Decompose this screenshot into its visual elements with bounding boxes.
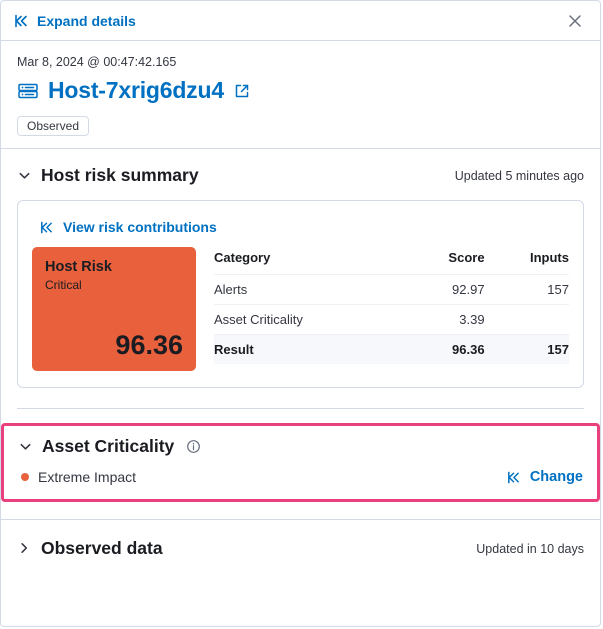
asset-criticality-value <box>21 469 136 485</box>
cell-inputs: 157 <box>485 335 569 365</box>
table-row <box>214 305 569 335</box>
host-risk-card-score: 96.36 <box>115 330 183 360</box>
section-divider <box>17 408 584 409</box>
collapse-left-icon <box>13 13 29 29</box>
severity-dot-icon <box>21 473 29 481</box>
cell-inputs: 157 <box>485 275 569 305</box>
host-risk-card-label: Host Risk <box>45 259 112 275</box>
entity-title-block <box>1 41 600 149</box>
observed-data-title: Observed data <box>41 538 163 558</box>
risk-summary-panel <box>17 200 584 388</box>
asset-criticality-section <box>1 423 600 502</box>
cell-category: Result <box>214 335 406 365</box>
observed-data-header[interactable] <box>17 538 584 559</box>
cell-score: 3.39 <box>406 305 484 335</box>
host-risk-score-card <box>32 247 196 371</box>
risk-summary-body <box>32 247 569 371</box>
column-header-inputs: Inputs <box>530 250 569 265</box>
risk-inputs-table <box>214 247 569 364</box>
chevron-down-icon[interactable] <box>18 440 32 453</box>
chevron-down-icon[interactable] <box>17 169 31 182</box>
expand-details-label: Expand details <box>37 12 136 29</box>
storage-icon <box>17 80 39 102</box>
external-link-icon[interactable] <box>234 83 250 99</box>
asset-criticality-title: Asset Criticality <box>42 436 175 456</box>
asset-criticality-header <box>18 436 583 457</box>
view-risk-contributions-label: View risk contributions <box>63 219 217 235</box>
host-risk-summary-section <box>1 149 600 388</box>
cell-score: 96.36 <box>406 335 484 365</box>
info-icon[interactable] <box>186 439 201 454</box>
cell-category: Asset Criticality <box>214 305 406 335</box>
host-risk-card-level: Critical <box>45 278 82 292</box>
asset-criticality-row <box>18 469 583 485</box>
host-title-row <box>17 77 584 104</box>
event-timestamp: Mar 8, 2024 @ 00:47:42.165 <box>17 55 177 69</box>
column-header-score: Score <box>448 250 485 265</box>
expand-details-button[interactable] <box>13 13 136 29</box>
collapse-left-icon <box>38 219 54 235</box>
collapse-left-icon <box>506 469 522 485</box>
table-header-row <box>214 247 569 275</box>
chevron-right-icon[interactable] <box>18 542 31 556</box>
cell-inputs <box>485 305 569 335</box>
cell-score: 92.97 <box>406 275 484 305</box>
flyout-header <box>1 1 600 41</box>
asset-criticality-value-label: Extreme Impact <box>38 469 137 485</box>
change-label: Change <box>529 469 583 485</box>
observed-data-updated-text: Updated in 10 days <box>476 541 584 556</box>
table-row-result <box>214 335 569 365</box>
view-risk-contributions-button[interactable] <box>32 215 569 247</box>
host-risk-summary-title: Host risk summary <box>41 165 199 185</box>
host-risk-updated-text: Updated 5 minutes ago <box>454 168 584 183</box>
table-row <box>214 275 569 305</box>
status-badge: Observed <box>17 116 89 136</box>
observed-data-section <box>1 519 600 559</box>
host-risk-summary-title-wrap <box>17 165 199 186</box>
column-header-category: Category <box>214 250 271 265</box>
host-risk-summary-header <box>17 165 584 186</box>
close-icon[interactable] <box>564 10 586 32</box>
host-name-link[interactable]: Host-7xrig6dzu4 <box>48 77 224 103</box>
change-asset-criticality-button[interactable] <box>506 469 583 485</box>
observed-data-title-wrap <box>17 538 163 559</box>
cell-category: Alerts <box>214 275 406 305</box>
